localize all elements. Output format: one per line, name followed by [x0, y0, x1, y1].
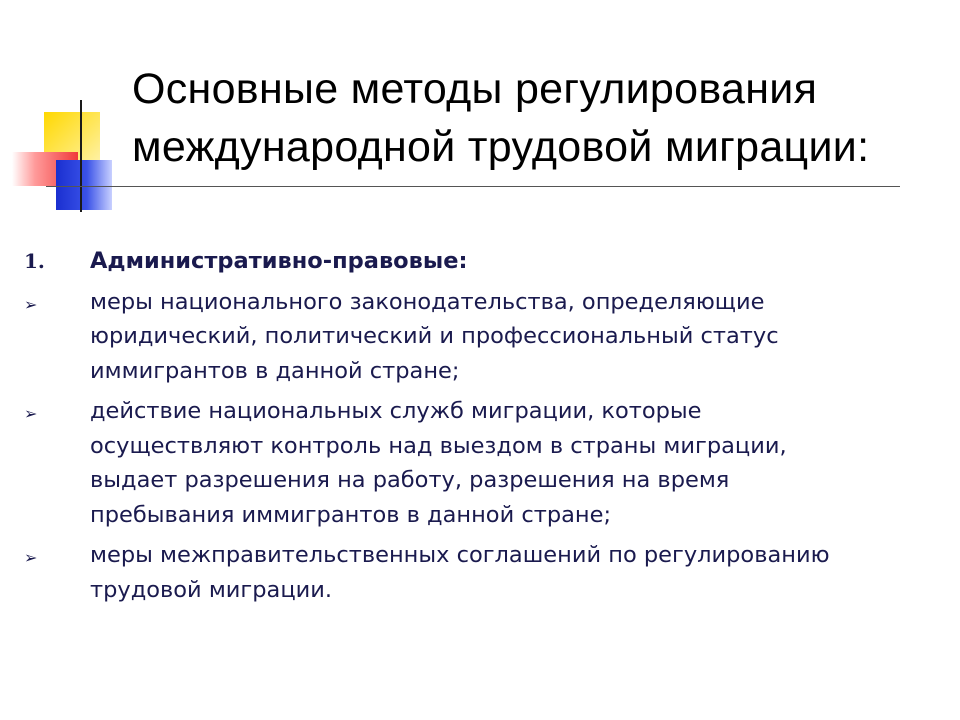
section-heading: Административно-правовые:: [90, 248, 468, 274]
list-item: [24, 394, 944, 532]
section-heading-row: [24, 244, 944, 279]
arrow-bullet-icon: ➢: [24, 548, 38, 567]
arrow-bullet-icon: ➢: [24, 294, 38, 314]
decorative-blue-square: [56, 160, 112, 210]
list-item-text: меры национального законодательства, определяющие юридический, политический и профессиональный статус иммигрантов в данной стране;: [90, 288, 779, 384]
list-item: [24, 285, 944, 389]
title-line-1: Основные методы регулирования: [132, 65, 818, 113]
section-number: 1.: [24, 249, 45, 273]
slide-title: [132, 60, 932, 176]
list-item-text: действие национальных служб миграции, которые осуществляют контроль над выездом в страны миграции, выдает разрешения на работу, разрешения на время пребывания иммигрантов в данной стране;: [90, 398, 787, 528]
slide-body: [24, 244, 944, 613]
arrow-bullet-icon: ➢: [24, 404, 38, 423]
title-underline: [46, 186, 900, 187]
list-item: [24, 538, 944, 607]
decorative-vertical-line: [80, 100, 82, 212]
list-item-text: меры межправительственных соглашений по регулированию трудовой миграции.: [90, 542, 830, 603]
title-line-2: международной трудовой миграции:: [132, 123, 870, 171]
